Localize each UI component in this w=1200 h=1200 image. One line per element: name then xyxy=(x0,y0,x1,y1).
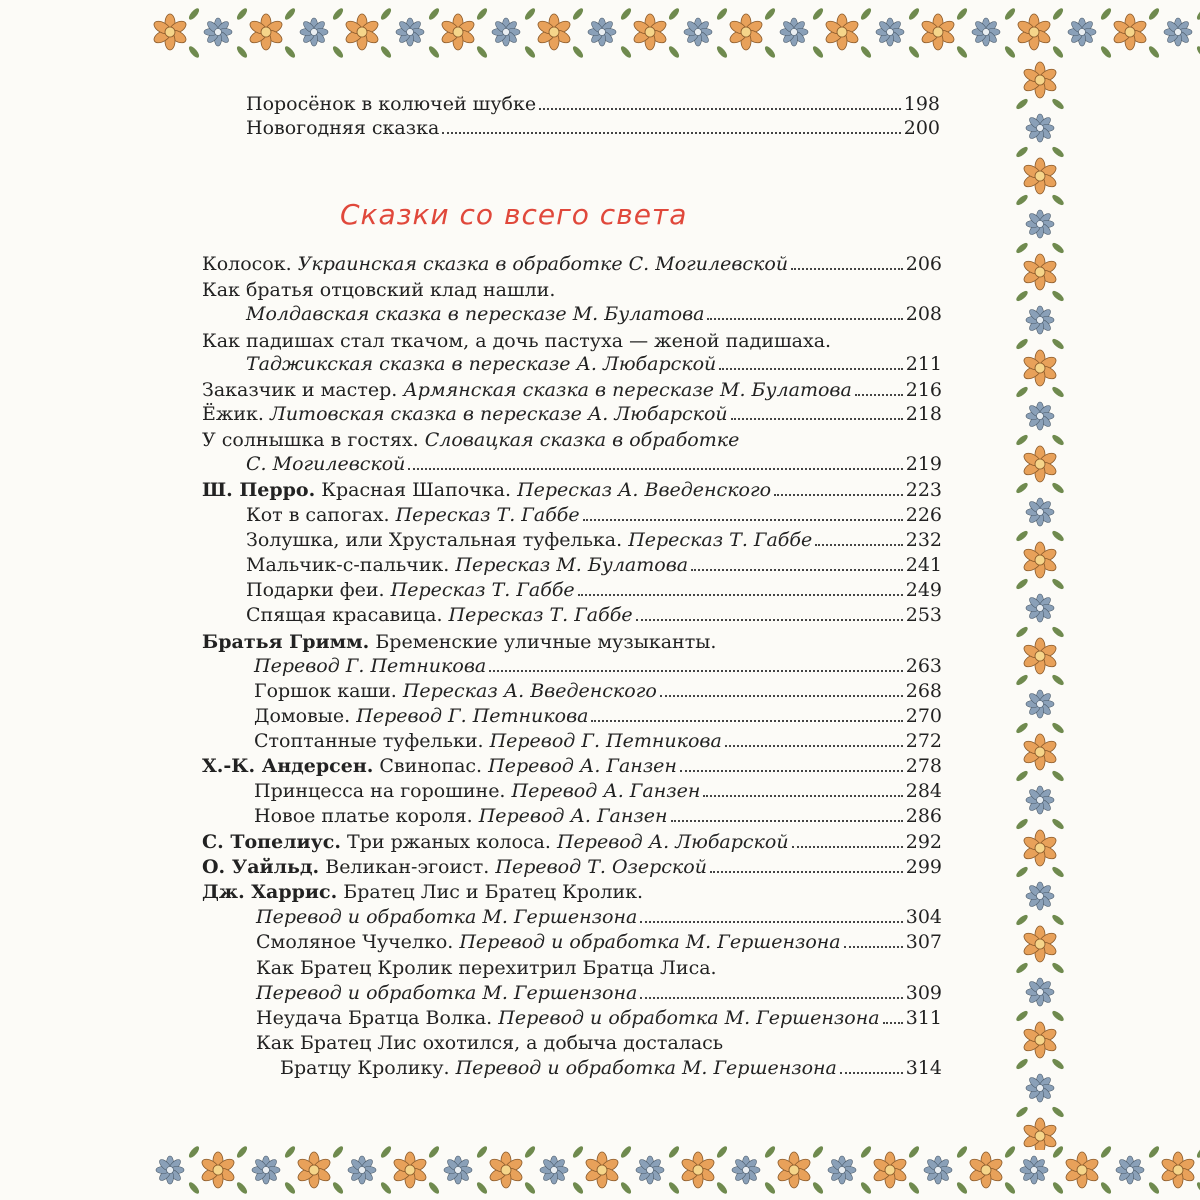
leader-dots xyxy=(774,493,903,496)
entry-title: Заказчик и мастер. xyxy=(202,379,404,401)
toc-entry-continued xyxy=(254,654,942,678)
toc-entry xyxy=(202,428,739,452)
toc-entry-continued xyxy=(256,981,942,1005)
entry-note: Перевод А. Ганзен xyxy=(511,780,701,802)
entry-note: Пересказ А. Введенского xyxy=(402,680,657,702)
entry-title: Неудача Братца Волка. xyxy=(256,1007,499,1029)
entry-title: Кот в сапогах. xyxy=(246,504,396,526)
toc-entry xyxy=(246,116,940,140)
entry-note: Перевод и обработка М. Гершензона xyxy=(256,906,638,928)
entry-title: Горшок каши. xyxy=(254,680,403,702)
entry-note: Пересказ А. Введенского xyxy=(517,479,772,501)
section-title: Сказки со всего света xyxy=(340,198,688,231)
toc-entry xyxy=(202,378,942,402)
toc-entry xyxy=(202,402,942,426)
leader-dots xyxy=(691,568,903,571)
entry-title: Домовые. xyxy=(254,705,357,727)
page-number: 299 xyxy=(905,856,942,878)
page-number: 286 xyxy=(905,805,942,827)
entry-title: Смоляное Чучелко. xyxy=(256,931,460,953)
entry-note: Перевод Г. Петникова xyxy=(489,730,722,752)
page-number: 314 xyxy=(905,1057,942,1079)
entry-title: Братец Лис и Братец Кролик. xyxy=(337,881,644,903)
page-number: 200 xyxy=(903,117,940,139)
page-number: 272 xyxy=(905,730,942,752)
page-number: 268 xyxy=(905,680,942,702)
page-number: 249 xyxy=(905,579,942,601)
toc-entry-continued xyxy=(246,302,942,326)
entry-title: Как падишах стал ткачом, а дочь пастуха — женой падишаха. xyxy=(202,330,832,352)
toc-entry xyxy=(202,855,942,879)
entry-title: Новогодняя сказка xyxy=(246,117,440,139)
leader-dots xyxy=(844,945,903,948)
entry-note: Пересказ М. Булатова xyxy=(455,554,689,576)
page-number: 304 xyxy=(905,906,942,928)
entry-note: Литовская сказка в пересказе А. Любарской xyxy=(269,403,728,425)
entry-title: Ёжик. xyxy=(202,403,270,425)
entry-title: Как Братец Кролик перехитрил Братца Лиса. xyxy=(256,957,717,979)
entry-note: Перевод Т. Озерской xyxy=(495,856,707,878)
page-number: 253 xyxy=(905,604,942,626)
toc-entry xyxy=(256,930,942,954)
toc-entry xyxy=(256,956,717,980)
toc-entry xyxy=(202,630,716,654)
page-number: 206 xyxy=(905,253,942,275)
toc-entry xyxy=(246,553,942,577)
entry-note: Пересказ Т. Габбе xyxy=(448,604,633,626)
entry-author: Братья Гримм. xyxy=(202,631,370,653)
entry-title: Поросёнок в колючей шубке xyxy=(246,93,537,115)
entry-note: Словацкая сказка в обработке xyxy=(424,429,740,451)
page-number: 218 xyxy=(905,403,942,425)
entry-note: Перевод А. Любарской xyxy=(556,831,789,853)
entry-title: Колосок. xyxy=(202,253,298,275)
entry-note: Перевод и обработка М. Гершензона xyxy=(498,1007,880,1029)
leader-dots xyxy=(640,996,902,999)
leader-dots xyxy=(583,518,903,521)
toc-entry xyxy=(246,578,942,602)
leader-dots xyxy=(855,393,903,396)
entry-note: Перевод и обработка М. Гершензона xyxy=(455,1057,837,1079)
leader-dots xyxy=(725,744,903,747)
toc-entry-continued xyxy=(280,1056,942,1080)
entry-note: Перевод А. Ганзен xyxy=(488,755,677,777)
page-number: 232 xyxy=(905,529,942,551)
toc-entry xyxy=(246,92,940,116)
page-number: 292 xyxy=(905,831,942,853)
leader-dots xyxy=(539,107,901,110)
leader-dots xyxy=(791,267,903,270)
toc-entry xyxy=(202,830,942,854)
entry-note: Пересказ Т. Габбе xyxy=(628,529,813,551)
entry-title: Как Братец Лис охотился, а добыча досталась xyxy=(256,1032,724,1054)
toc-entry xyxy=(254,729,942,753)
page-number: 216 xyxy=(905,379,942,401)
leader-dots xyxy=(640,920,902,923)
page-number: 311 xyxy=(905,1007,942,1029)
entry-author: С. Топелиус. xyxy=(202,831,341,853)
entry-note: Пересказ Т. Габбе xyxy=(395,504,580,526)
leader-dots xyxy=(680,769,903,772)
entry-title: Три ржаных колоса. xyxy=(341,831,557,853)
leader-dots xyxy=(792,845,903,848)
entry-author: Дж. Харрис. xyxy=(202,881,338,903)
entry-title: У солнышка в гостях. xyxy=(202,429,425,451)
page-number: 278 xyxy=(905,755,942,777)
page-number: 208 xyxy=(905,303,942,325)
entry-author: О. Уайльд. xyxy=(202,856,320,878)
toc-entry xyxy=(254,679,942,703)
leader-dots xyxy=(591,719,902,722)
toc-entry xyxy=(256,1031,723,1055)
entry-note: Пересказ Т. Габбе xyxy=(390,579,575,601)
entry-title: Новое платье короля. xyxy=(254,805,479,827)
leader-dots xyxy=(707,317,902,320)
toc-entry xyxy=(202,478,942,502)
entry-title: Великан-эгоист. xyxy=(319,856,496,878)
page-number: 211 xyxy=(905,353,942,375)
leader-dots xyxy=(489,669,903,672)
leader-dots xyxy=(408,467,902,470)
entry-note: Армянская сказка в пересказе М. Булатова xyxy=(403,379,852,401)
leader-dots xyxy=(731,417,903,420)
leader-dots xyxy=(660,694,903,697)
leader-dots xyxy=(815,543,902,546)
entry-note: С. Могилевской xyxy=(246,453,406,475)
page-number: 198 xyxy=(903,93,940,115)
entry-title: Мальчик-с-пальчик. xyxy=(246,554,456,576)
entry-title: Братцу Кролику. xyxy=(280,1057,456,1079)
entry-note: Украинская сказка в обработке С. Могилевской xyxy=(297,253,789,275)
toc-entry xyxy=(256,1006,942,1030)
toc-entry xyxy=(202,329,831,353)
page-number: 226 xyxy=(905,504,942,526)
page-number: 309 xyxy=(905,982,942,1004)
page-number: 219 xyxy=(905,453,942,475)
leader-dots xyxy=(703,794,902,797)
toc-entry xyxy=(246,528,942,552)
toc-entry xyxy=(254,704,942,728)
page-number: 307 xyxy=(905,931,942,953)
entry-title: Бременские уличные музыканты. xyxy=(369,631,717,653)
page-number: 223 xyxy=(905,479,942,501)
entry-note: Перевод и обработка М. Гершензона xyxy=(459,931,841,953)
leader-dots xyxy=(671,819,903,822)
leader-dots xyxy=(883,1021,903,1024)
entry-author: Ш. Перро. xyxy=(202,479,316,501)
entry-title: Принцесса на горошине. xyxy=(254,780,512,802)
entry-title: Красная Шапочка. xyxy=(315,479,518,501)
toc-entry xyxy=(246,503,942,527)
toc-entry-continued xyxy=(246,452,942,476)
page-number: 284 xyxy=(905,780,942,802)
entry-title: Подарки феи. xyxy=(246,579,391,601)
leader-dots xyxy=(578,593,903,596)
toc-entry xyxy=(202,252,942,276)
entry-title: Спящая красавица. xyxy=(246,604,449,626)
toc-entry-continued xyxy=(246,352,942,376)
leader-dots xyxy=(636,618,903,621)
entry-note: Перевод Г. Петникова xyxy=(356,705,589,727)
entry-note: Перевод А. Ганзен xyxy=(478,805,668,827)
leader-dots xyxy=(840,1071,903,1074)
entry-note: Перевод и обработка М. Гершензона xyxy=(256,982,638,1004)
entry-note: Таджикская сказка в пересказе А. Любарской xyxy=(246,353,717,375)
page-number: 263 xyxy=(905,655,942,677)
toc-entry xyxy=(254,779,942,803)
toc-entry-continued xyxy=(256,905,942,929)
toc-entry xyxy=(202,880,643,904)
entry-author: Х.-К. Андерсен. xyxy=(202,755,374,777)
toc-entry xyxy=(202,278,555,302)
page-number: 270 xyxy=(905,705,942,727)
toc-entry xyxy=(246,603,942,627)
entry-title: Свинопас. xyxy=(373,755,489,777)
toc-entry xyxy=(254,804,942,828)
leader-dots xyxy=(710,870,903,873)
entry-note: Молдавская сказка в пересказе М. Булатова xyxy=(246,303,705,325)
toc-entry xyxy=(202,754,942,778)
entry-note: Перевод Г. Петникова xyxy=(254,655,487,677)
entry-title: Стоптанные туфельки. xyxy=(254,730,490,752)
entry-title: Как братья отцовский клад нашли. xyxy=(202,279,556,301)
leader-dots xyxy=(442,131,900,134)
entry-title: Золушка, или Хрустальная туфелька. xyxy=(246,529,629,551)
leader-dots xyxy=(719,367,902,370)
page-number: 241 xyxy=(905,554,942,576)
